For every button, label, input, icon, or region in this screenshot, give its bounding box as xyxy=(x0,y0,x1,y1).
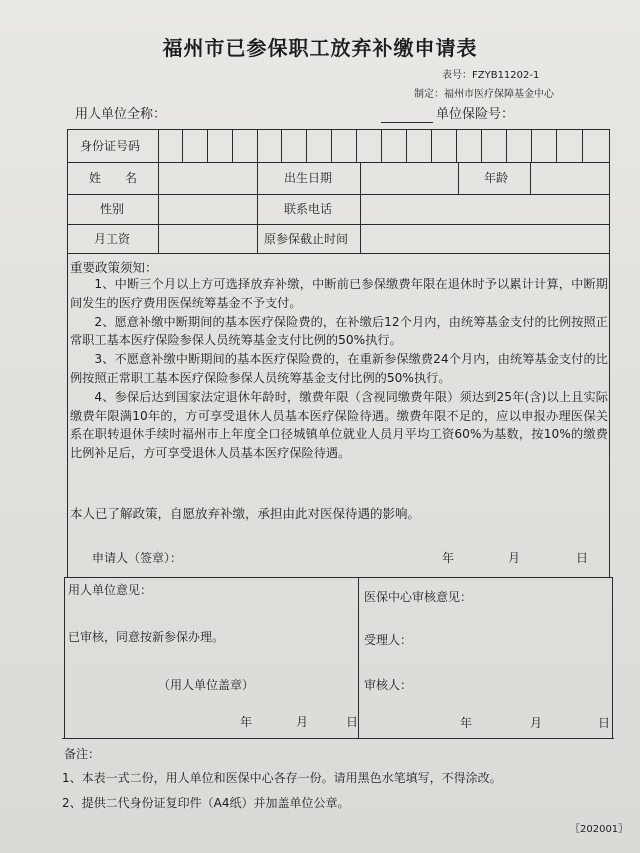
notes-label: 备注： xyxy=(64,747,101,761)
applicant-year: 年 xyxy=(442,551,455,565)
acknowledgement: 本人已了解政策，自愿放弃补缴，承担由此对医保待遇的影响。 xyxy=(70,506,421,521)
employer-year: 年 xyxy=(240,715,253,729)
insurance-no-underline xyxy=(381,122,433,123)
original-end-label: 原参保截止时间 xyxy=(264,232,349,246)
birth-date-label: 出生日期 xyxy=(284,171,333,185)
policy-text xyxy=(70,275,608,463)
policy-item-4: 4、参保后达到国家法定退休年龄时，缴费年限（含视同缴费年限）须达到25年(含)以上且实际缴费年限满10年的，方可享受退休人员基本医疗保险待遇。缴费年限不足的，应以申报办理医保关系在职转退休手续时福州市上年度全口径城镇单位就业人员月平均工资60%为基数，按10%的缴费比例补足后，方可享受退休人员基本医疗保险待遇。 xyxy=(70,389,608,461)
id-number-label: 身份证号码 xyxy=(80,139,141,153)
employer-day: 日 xyxy=(346,715,359,729)
form-version: 〖202001〗 xyxy=(570,824,629,835)
employer-opinion-text: 已审核，同意按新参保办理。 xyxy=(68,630,225,644)
insurance-no-label: 单位保险号： xyxy=(436,107,515,122)
center-month: 月 xyxy=(530,716,543,730)
note-item-2: 2、提供二代身份证复印件（A4纸）并加盖单位公章。 xyxy=(62,796,350,810)
applicant-month: 月 xyxy=(508,551,521,565)
note-item-1: 1、本表一式二份，用人单位和医保中心各存一份。请用黑色水笔填写，不得涂改。 xyxy=(62,771,502,785)
center-opinion-label: 医保中心审核意见： xyxy=(364,590,473,604)
employer-seal: （用人单位盖章） xyxy=(158,678,255,692)
form-issuer: 制定：福州市医疗保障基金中心 xyxy=(414,89,554,100)
form-title: 福州市已参保职工放弃补缴申请表 xyxy=(162,36,478,60)
gender-label: 性别 xyxy=(100,202,125,216)
receiver-label: 受理人： xyxy=(364,633,413,647)
center-year: 年 xyxy=(460,716,473,730)
age-label: 年龄 xyxy=(484,171,509,185)
name-label: 姓 名 xyxy=(89,171,138,185)
employer-name-label: 用人单位全称： xyxy=(75,107,167,122)
employer-month: 月 xyxy=(296,715,309,729)
applicant-day: 日 xyxy=(576,551,589,565)
applicant-label: 申请人（签章）： xyxy=(92,551,183,565)
policy-heading: 重要政策须知： xyxy=(70,260,158,275)
center-day: 日 xyxy=(598,716,611,730)
monthly-wage-label: 月工资 xyxy=(94,232,131,246)
reviewer-label: 审核人： xyxy=(364,678,413,692)
policy-item-1: 1、中断三个月以上方可选择放弃补缴，中断前已参保缴费年限在退休时予以累计计算，中断期间发生的医疗费用医保统筹基金不予支付。 xyxy=(70,277,608,310)
policy-item-3: 3、不愿意补缴中断期间的基本医疗保险费的，在重新参保缴费24个月内，由统筹基金支付的比例按照正常职工基本医疗保险参保人员统筹基金支付比例的50%执行。 xyxy=(70,352,608,385)
employer-opinion-label: 用人单位意见： xyxy=(68,583,153,597)
phone-label: 联系电话 xyxy=(284,202,333,216)
policy-item-2: 2、愿意补缴中断期间的基本医疗保险费的，在补缴后12个月内，由统筹基金支付的比例按照正常职工基本医疗保险参保人员统筹基金支付比例的50%执行。 xyxy=(70,314,608,348)
form-number: 表号：FZYB11202-1 xyxy=(442,70,540,81)
